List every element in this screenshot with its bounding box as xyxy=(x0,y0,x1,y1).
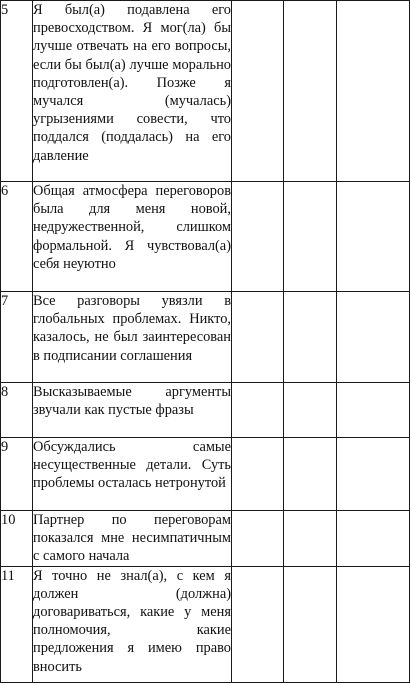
answer-cell xyxy=(284,292,337,383)
answer-cell xyxy=(284,182,337,292)
answer-cell xyxy=(337,438,410,511)
table-row xyxy=(1,292,410,383)
answer-cell xyxy=(284,511,337,567)
answer-cell xyxy=(337,383,410,438)
answer-cell xyxy=(337,566,410,682)
answer-cell xyxy=(284,383,337,438)
answer-cell xyxy=(232,511,284,567)
row-number: 5 xyxy=(1,1,33,182)
answer-cell xyxy=(232,1,284,182)
answer-cell xyxy=(232,566,284,682)
answer-cell xyxy=(337,511,410,567)
row-statement: Все разговоры увязли в глобальных проблемах. Никто, казалось, не был заинтересован в подписании соглашения xyxy=(33,292,232,383)
row-statement: Я точно не знал(а), с кем я должен (должна) договариваться, какие у меня полномочия, какие предложения я имею право вносить xyxy=(33,566,232,682)
answer-cell xyxy=(337,182,410,292)
answer-cell xyxy=(284,566,337,682)
table-row xyxy=(1,511,410,567)
answer-cell xyxy=(232,438,284,511)
row-number: 10 xyxy=(1,511,33,567)
row-statement: Общая атмосфера переговоров была для меня новой, недружественной, слишком формальной. Я чувствовал(а) себя неуютно xyxy=(33,182,232,292)
row-statement: Партнер по переговорам показался мне несимпатичным с самого начала xyxy=(33,512,231,565)
row-number: 6 xyxy=(1,182,33,292)
answer-cell xyxy=(284,438,337,511)
row-number: 11 xyxy=(1,566,33,682)
row-number: 7 xyxy=(1,292,33,383)
answer-cell xyxy=(232,383,284,438)
answer-cell xyxy=(337,1,410,182)
row-statement: Я был(а) подавлена его превосходством. Я мог(ла) бы лучше отвечать на его вопросы, если бы был(а) лучше морально подготовлен(а). Позже я мучался (мучалась) угрызениями совести, что поддался (поддалась) на его давление xyxy=(33,1,232,182)
answer-cell xyxy=(337,292,410,383)
table-row xyxy=(1,1,410,182)
answer-cell xyxy=(232,182,284,292)
table-row xyxy=(1,182,410,292)
row-statement: Высказываемые аргументы звучали как пустые фразы xyxy=(33,383,232,438)
table-row xyxy=(1,566,410,682)
row-statement: Обсуждались самые несущественные детали. Суть проблемы осталась нетронутой xyxy=(33,438,232,511)
table-row xyxy=(1,438,410,511)
answer-cell xyxy=(284,1,337,182)
row-number: 8 xyxy=(1,383,33,438)
row-number: 9 xyxy=(1,438,33,511)
answer-cell xyxy=(232,292,284,383)
table-row xyxy=(1,383,410,438)
